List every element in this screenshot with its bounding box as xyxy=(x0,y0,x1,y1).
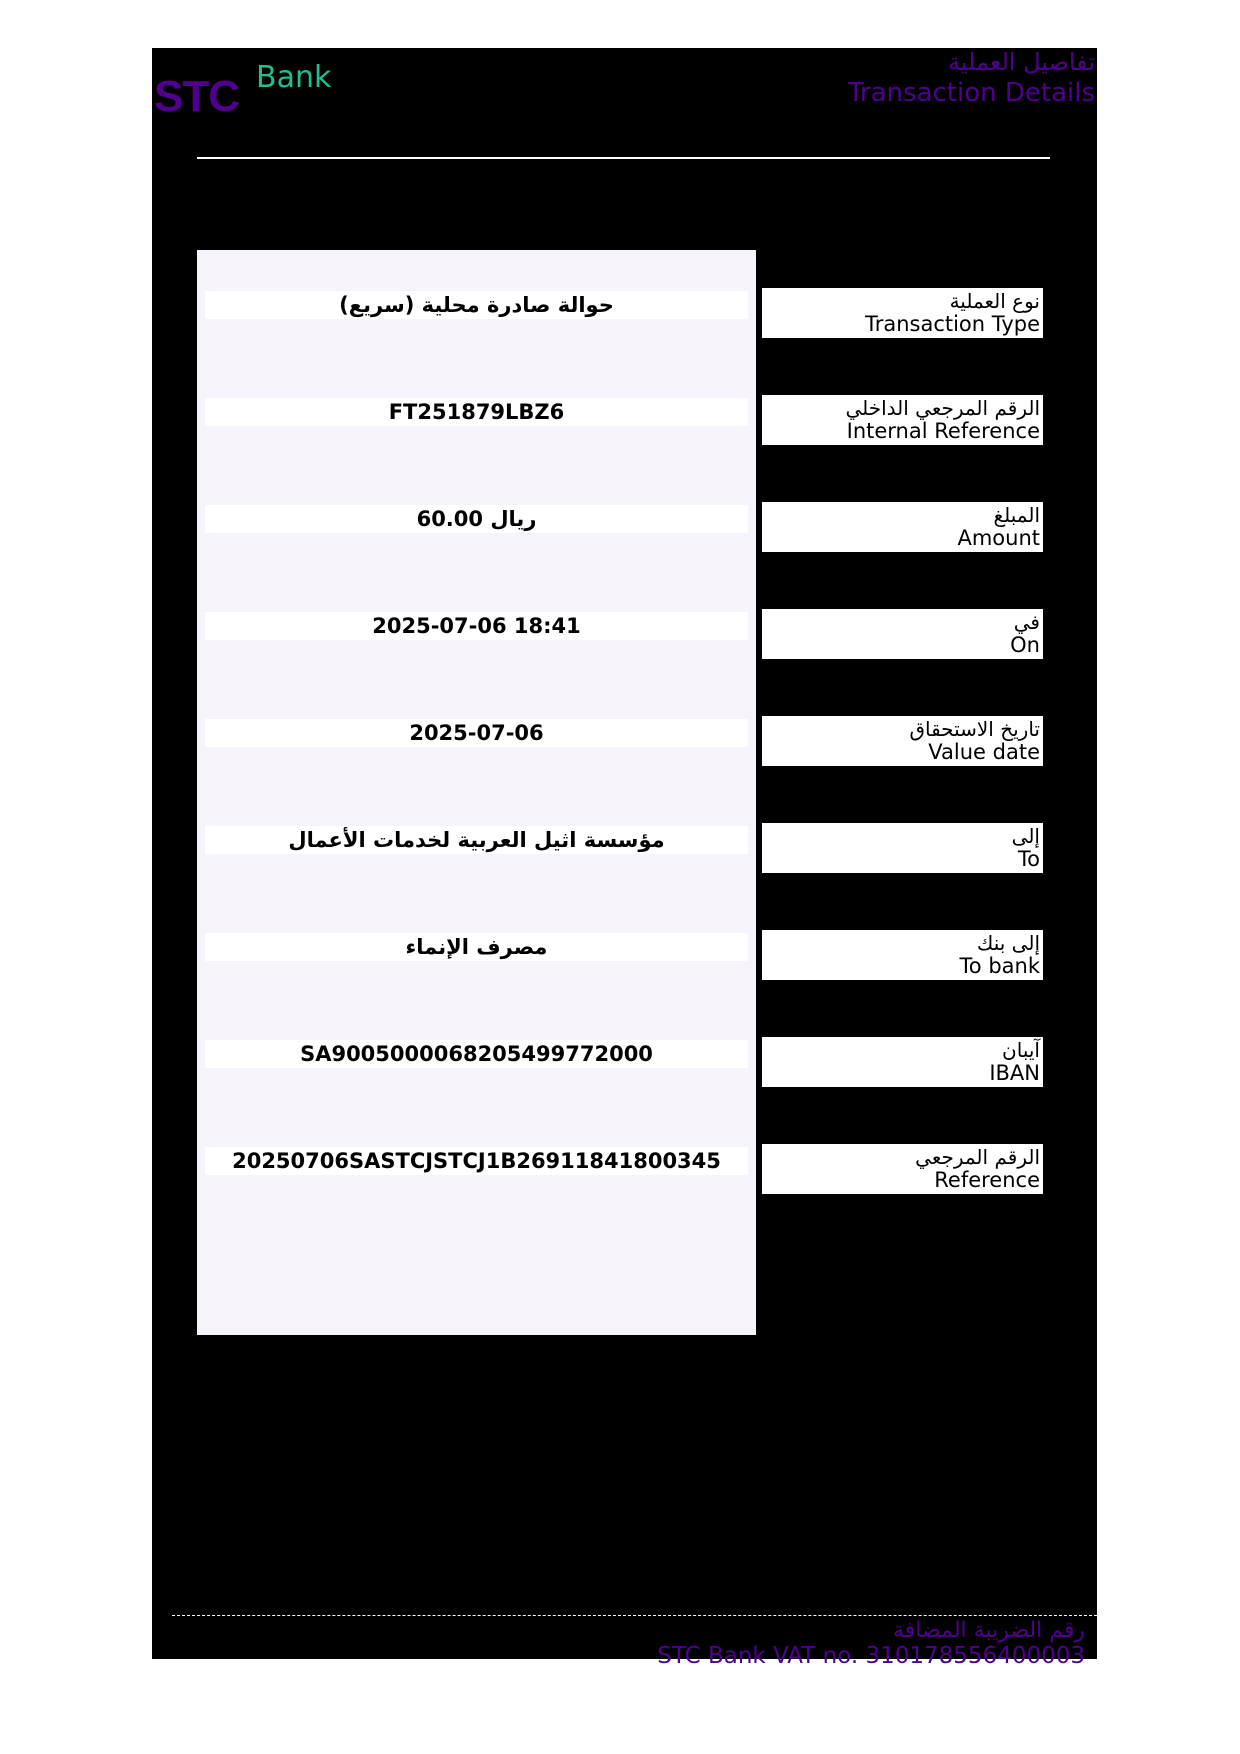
value-internal-reference: FT251879LBZ6 xyxy=(205,398,748,426)
label-internal-reference xyxy=(762,395,1043,445)
label-en: Transaction Type xyxy=(864,312,1040,336)
stc-bank-logo xyxy=(154,58,354,121)
label-en: Value date xyxy=(928,740,1040,764)
label-ar: الرقم المرجعي xyxy=(915,1145,1040,1169)
label-en: Reference xyxy=(934,1168,1040,1192)
value-transaction-type: حوالة صادرة محلية (سريع) xyxy=(205,291,748,319)
label-ar: الرقم المرجعي الداخلي xyxy=(845,396,1040,420)
value-reference: 20250706SASTCJSTCJ1B26911841800345 xyxy=(205,1147,748,1175)
value-iban: SA9005000068205499772000 xyxy=(205,1040,748,1068)
label-ar: تاريخ الاستحقاق xyxy=(909,717,1040,741)
value-to-bank: مصرف الإنماء xyxy=(205,933,748,961)
label-en: Amount xyxy=(957,526,1040,550)
label-en: Internal Reference xyxy=(846,419,1040,443)
label-ar: المبلغ xyxy=(993,503,1040,527)
label-ar: إلى xyxy=(1011,824,1040,848)
label-to-bank xyxy=(762,930,1043,980)
label-en: To bank xyxy=(959,954,1040,978)
label-en: IBAN xyxy=(989,1061,1040,1085)
page-title: Transaction Details xyxy=(847,78,1095,108)
label-value-date xyxy=(762,716,1043,766)
logo-stc-text: STC xyxy=(154,72,239,121)
values-panel xyxy=(197,250,756,1335)
label-on xyxy=(762,609,1043,659)
value-on: 2025-07-06 18:41 xyxy=(205,612,748,640)
transaction-document xyxy=(152,48,1097,1669)
value-value-date: 2025-07-06 xyxy=(205,719,748,747)
label-to xyxy=(762,823,1043,873)
vat-number: STC Bank VAT no. 310178556400003 xyxy=(657,1643,1085,1669)
label-en: To xyxy=(1017,847,1040,871)
label-ar: إلى بنك xyxy=(976,931,1040,955)
value-to: مؤسسة اثيل العربية لخدمات الأعمال xyxy=(205,826,748,854)
page-title-arabic: تفاصيل العملية xyxy=(947,48,1095,76)
label-en: On xyxy=(1010,633,1040,657)
label-ar: نوع العملية xyxy=(949,289,1040,313)
label-iban xyxy=(762,1037,1043,1087)
header-divider xyxy=(197,157,1050,159)
value-amount: ريال 60.00 xyxy=(205,505,748,533)
label-transaction-type xyxy=(762,288,1043,338)
label-ar: آيبان xyxy=(1002,1038,1040,1062)
label-amount xyxy=(762,502,1043,552)
vat-label-arabic: رقم الضريبة المضافة xyxy=(893,1618,1085,1643)
logo-bank-text: Bank xyxy=(256,60,332,95)
footer-divider xyxy=(172,1615,1097,1616)
label-ar: في xyxy=(1013,610,1040,634)
label-reference xyxy=(762,1144,1043,1194)
